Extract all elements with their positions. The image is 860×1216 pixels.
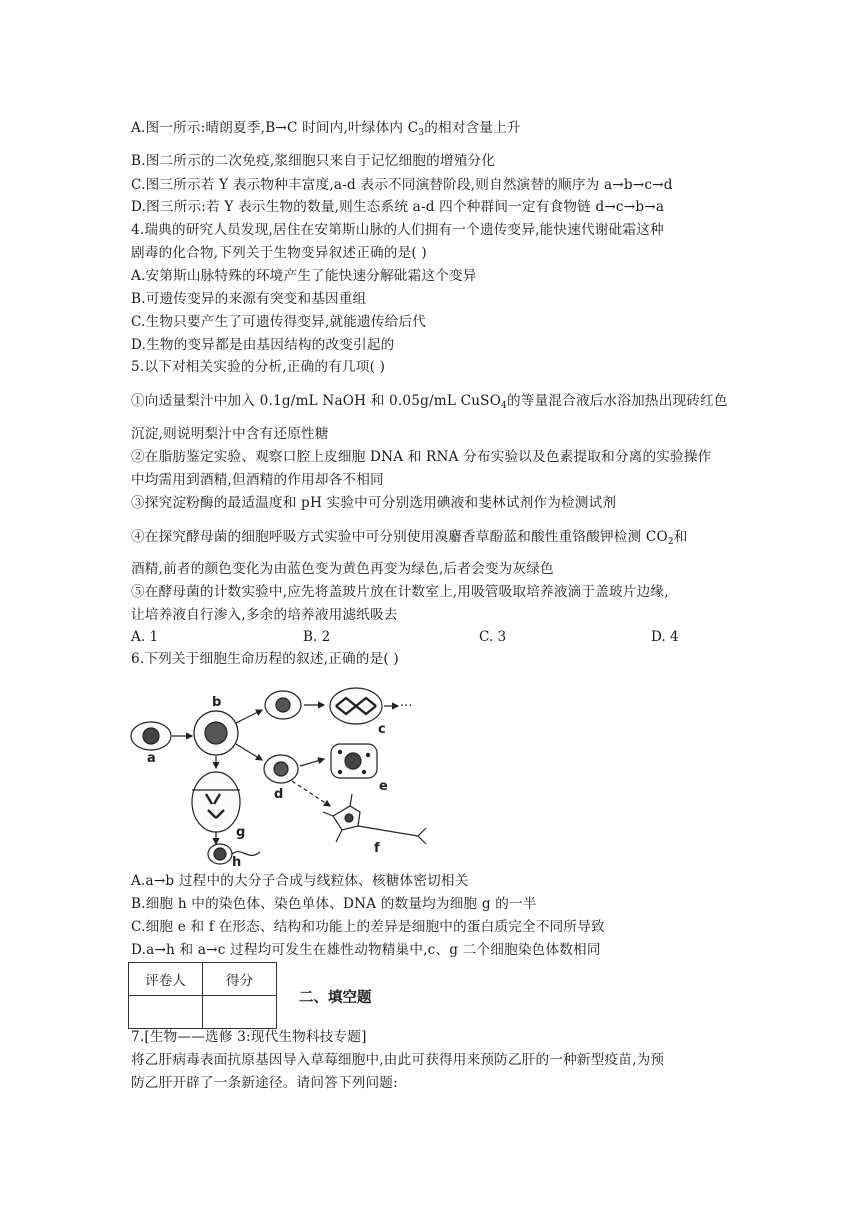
q5-statement-4-cont: 酒精,前者的颜色变化为由蓝色变为黄色再变为绿色,后者会变为灰绿色 <box>131 561 554 577</box>
q5-statement-1: ①向适量梨汁中加入 0.1g/mL NaOH 和 0.05g/mL CuSO$_4$的等量混合液后水浴加热出现砖红色 <box>131 393 728 411</box>
reviewer-cell[interactable] <box>129 996 203 1029</box>
q7-paragraph-line2: 防乙肝开辟了一条新途径。请问答下列问题: <box>131 1075 398 1091</box>
q6-stem: 6.下列关于细胞生命历程的叙述,正确的是( ) <box>131 651 399 667</box>
q5-statement-5: ⑤在酵母菌的计数实验中,应先将盖玻片放在计数室上,用吸管吸取培养液滴于盖玻片边缘, <box>131 584 669 600</box>
label-b: b <box>212 695 222 710</box>
continuation-dots: ··· <box>400 699 413 714</box>
q5-choice-d: D. 4 <box>651 629 679 645</box>
cell-division-diagram <box>128 686 428 868</box>
q7-paragraph-line1: 将乙肝病毒表面抗原基因导入草莓细胞中,由此可获得用来预防乙肝的一种新型疫苗,为预 <box>131 1052 665 1068</box>
label-a: a <box>147 751 156 766</box>
q6-option-b: B.细胞 h 中的染色体、染色单体、DNA 的数量均为细胞 g 的一半 <box>131 896 537 912</box>
q4-option-b: B.可遗传变异的来源有突变和基因重组 <box>131 291 367 307</box>
q3-option-b: B.图二所示的二次免疫,浆细胞只来自于记忆细胞的增殖分化 <box>131 153 496 169</box>
q6-option-c: C.细胞 e 和 f 在形态、结构和功能上的差异是细胞中的蛋白质完全不同所导致 <box>131 919 605 935</box>
q5-statement-3: ③探究淀粉酶的最适温度和 pH 实验中可分别选用碘液和斐林试剂作为检测试剂 <box>131 495 617 511</box>
section-title: 二、填空题 <box>299 990 372 1006</box>
q3-option-d: D.图三所示:若 Y 表示生物的数量,则生态系统 a-d 四个种群间一定有食物链 d→c→b→a <box>131 199 665 215</box>
label-g: g <box>236 825 246 840</box>
q6-option-a: A.a→b 过程中的大分子合成与线粒体、核糖体密切相关 <box>131 873 469 889</box>
q5-statement-2: ②在脂肪鉴定实验、观察口腔上皮细胞 DNA 和 RNA 分布实验以及色素提取和分离的实验操作 <box>131 449 712 465</box>
label-f: f <box>374 841 380 856</box>
reviewer-header: 评卷人 <box>129 963 203 996</box>
q4-stem-line1: 4.瑞典的研究人员发现,居住在安第斯山脉的人们拥有一个遗传变异,能快速代谢砒霜这种 <box>131 222 664 238</box>
q5-choice-c: C. 3 <box>479 629 507 645</box>
q3-option-c: C.图三所示若 Y 表示物种丰富度,a-d 表示不同演替阶段,则自然演替的顺序为 a→b→c→d <box>131 177 673 193</box>
label-h: h <box>232 855 242 868</box>
score-cell[interactable] <box>203 996 277 1029</box>
q6-option-d: D.a→h 和 a→c 过程均可发生在雄性动物精巢中,c、g 二个细胞染色体数相同 <box>131 942 601 958</box>
q4-stem-line2: 剧毒的化合物,下列关于生物变异叙述正确的是( ) <box>131 245 427 261</box>
q7-title: 7.[生物——选修 3:现代生物科技专题] <box>131 1029 367 1045</box>
label-e: e <box>379 779 388 794</box>
grading-table <box>128 962 277 1029</box>
q5-choice-b: B. 2 <box>303 629 331 645</box>
q5-statement-2-cont: 中均需用到酒精,但酒精的作用却各不相同 <box>131 472 384 488</box>
score-header: 得分 <box>203 963 277 996</box>
q5-statement-4: ④在探究酵母菌的细胞呼吸方式实验中可分别使用溴麝香草酚蓝和酸性重铬酸钾检测 $CO_2$和 <box>131 529 688 547</box>
q5-statement-5-cont: 让培养液自行渗入,多余的培养液用滤纸吸去 <box>131 607 398 623</box>
q5-choice-a: A. 1 <box>131 629 159 645</box>
q5-statement-1-cont: 沉淀,则说明梨汁中含有还原性糖 <box>131 426 329 442</box>
q4-option-a: A.安第斯山脉特殊的环境产生了能快速分解砒霜这个变异 <box>131 268 477 284</box>
label-d: d <box>274 787 284 802</box>
cell-f <box>323 794 426 844</box>
q3-option-a: A.图一所示:晴朗夏季,B→C 时间内,叶绿体内 $C_3$的相对含量上升 <box>131 120 521 138</box>
q4-option-c: C.生物只要产生了可遗传得变异,就能遗传给后代 <box>131 314 427 330</box>
q5-stem: 5.以下对相关实验的分析,正确的有几项( ) <box>131 359 386 375</box>
label-c: c <box>378 722 386 737</box>
q4-option-d: D.生物的变异都是由基因结构的改变引起的 <box>131 337 395 353</box>
